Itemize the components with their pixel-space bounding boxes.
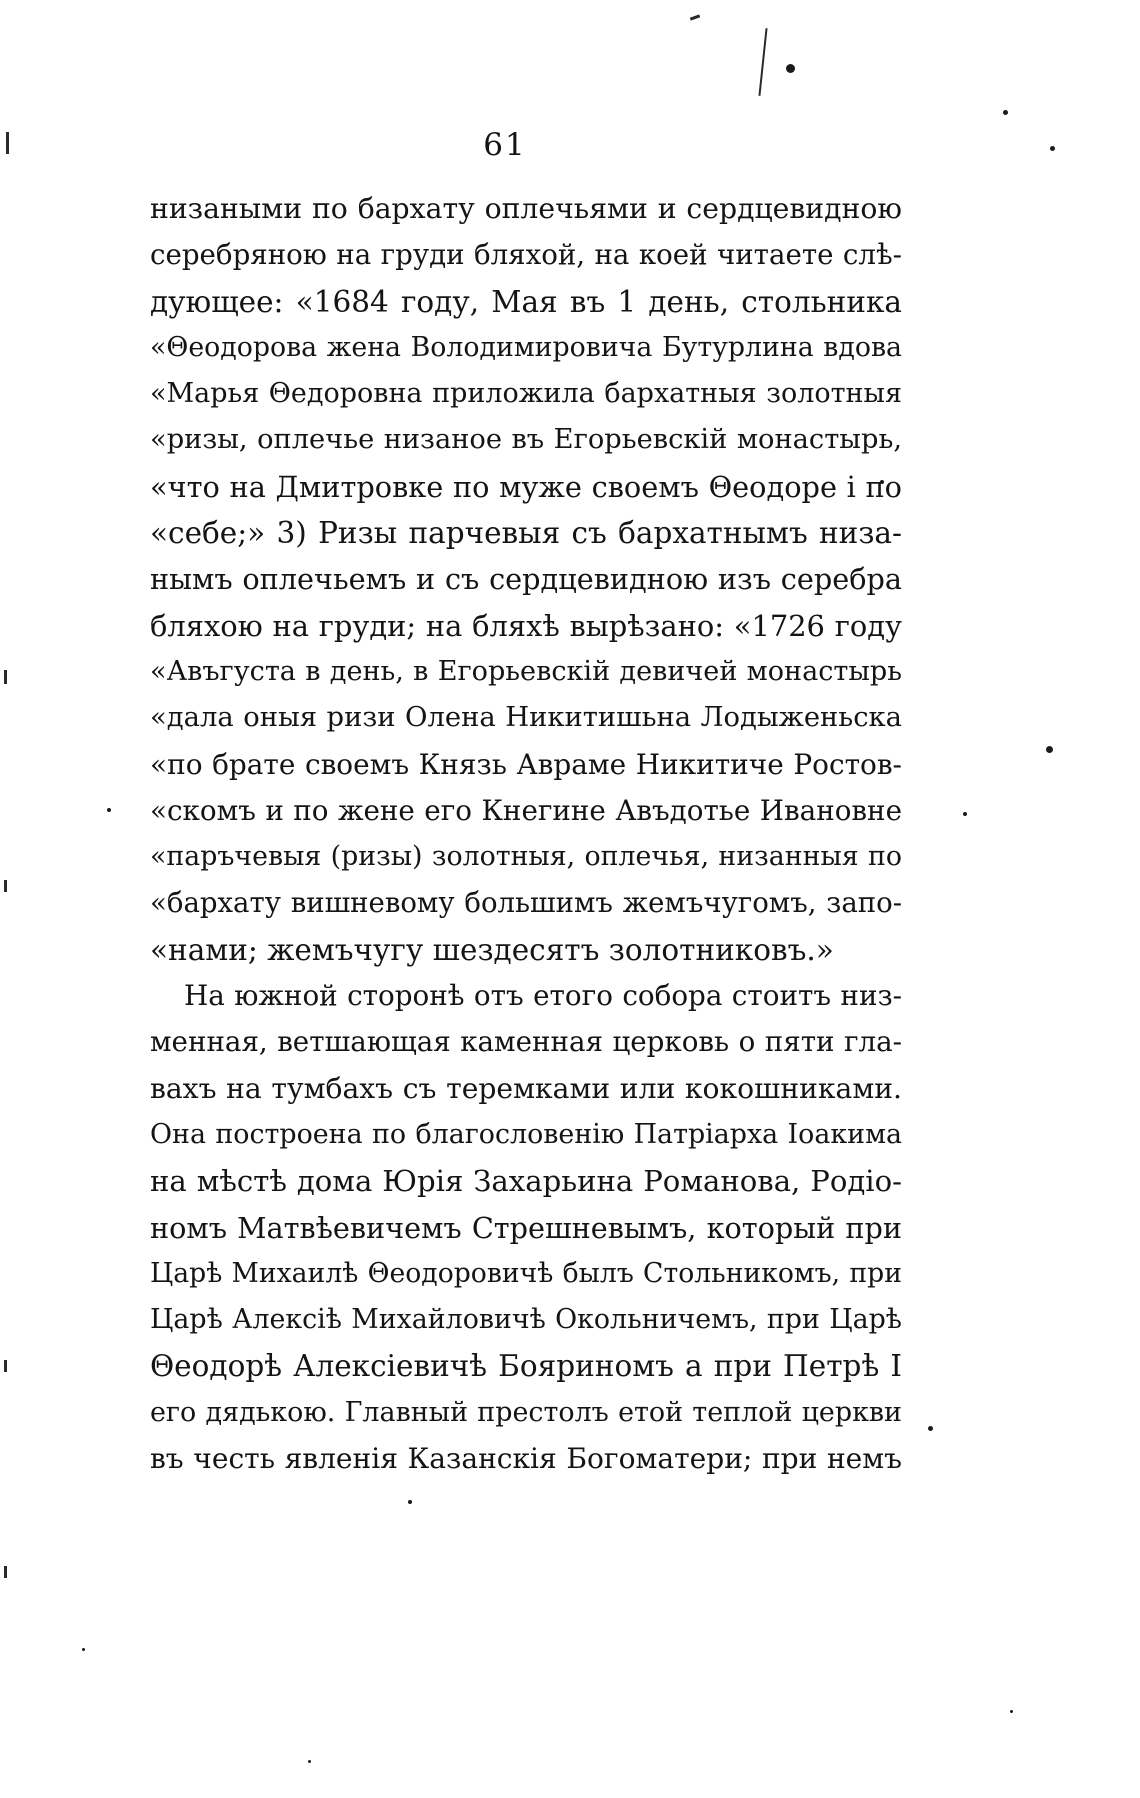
text-line: «паръчевыя (ризы) золотныя, оплечья, низанныя по	[150, 841, 902, 873]
body-text	[150, 186, 902, 1482]
text-line: «бархату вишневому большимъ жемъчугомъ, запо-	[150, 887, 902, 920]
text-line: бляхою на груди; на бляхѣ вырѣзано: «1726 году	[150, 608, 902, 643]
scan-mark-top	[690, 14, 700, 20]
text-line: менная, ветшающая каменная церковь о пяти гла-	[150, 1025, 902, 1059]
text-line: «Θеодорова жена Володимировича Бутурлина вдова	[150, 331, 902, 363]
text-line: серебряною на груди бляхой, на коей читаете слѣ-	[150, 238, 902, 272]
scan-mark-left-edge	[4, 1360, 7, 1372]
text-line: На южной сторонѣ отъ етого собора стоитъ низ-	[184, 979, 902, 1013]
scan-speck	[408, 1500, 412, 1504]
scan-speck	[928, 1426, 933, 1431]
page-number: 61	[483, 127, 527, 163]
scan-speck	[963, 812, 967, 816]
scan-speck	[82, 1648, 85, 1651]
scan-speck	[308, 1760, 311, 1763]
text-line: низаными по бархату оплечьями и сердцевидною	[150, 192, 902, 225]
scan-mark-left-edge	[4, 880, 7, 892]
scan-speck	[1046, 746, 1053, 753]
text-line: «скомъ и по жене его Кнегине Авъдотье Ивановне	[150, 793, 902, 827]
scan-mark-left-edge	[4, 1566, 7, 1578]
text-line: на мѣстѣ дома Юрія Захарьина Романова, Родіо-	[150, 1164, 902, 1199]
text-line: Царѣ Михаилѣ Θеодоровичѣ былъ Стольникомъ, при	[150, 1257, 902, 1289]
text-line: «Марья Θедоровна приложила бархатныя золотныя	[150, 378, 902, 410]
scan-speck	[1010, 1710, 1013, 1713]
text-line: «по брате своемъ Князь Авраме Никитиче Ростов-	[150, 747, 902, 781]
scan-speck	[1050, 146, 1055, 151]
text-line: дующее: «1684 году, Мая въ 1 день, стольника	[150, 284, 902, 319]
text-line: «себе;» 3) Ризы парчевыя съ бархатнымъ низа-	[150, 516, 902, 551]
text-line: нымъ оплечьемъ и съ сердцевидною изъ серебра	[150, 562, 902, 597]
text-line: вахъ на тумбахъ съ теремками или кокошниками.	[150, 1071, 902, 1105]
text-line: Θеодорѣ Алексіевичѣ Бояриномъ а при Петрѣ I	[150, 1349, 902, 1384]
text-line: «что на Дмитровке по муже своемъ Θеодоре і по	[150, 469, 902, 504]
text-line: «нами; жемъчугу шездесятъ золотниковъ.»	[150, 932, 834, 967]
text-line: «Авъгуста в день, в Егорьевскій девичей монастырь	[150, 655, 902, 687]
text-line: «дала оныя ризи Олена Никитишьна Лодыженьска	[150, 702, 902, 734]
scan-mark-top-curve	[758, 28, 767, 96]
paragraph-2	[150, 973, 902, 1482]
scan-speck	[107, 808, 111, 812]
paragraph-1	[150, 186, 902, 973]
text-line: Царѣ Алексіѣ Михайловичѣ Окольничемъ, при Царѣ	[150, 1304, 902, 1336]
text-line: номъ Матвѣевичемъ Стрешневымъ, который при	[150, 1210, 902, 1245]
text-line: въ честь явленія Казанскія Богоматери; при немъ	[150, 1442, 902, 1476]
scan-speck	[1003, 110, 1008, 115]
scan-speck	[786, 64, 795, 73]
text-line: Она построена по благословенію Патріарха Іоакима	[150, 1118, 902, 1150]
text-line: «ризы, оплечье низаное въ Егорьевскій монастырь,	[150, 424, 902, 456]
text-line: его дядькою. Главный престолъ етой теплой церкви	[150, 1396, 902, 1428]
scan-mark-left-edge	[4, 670, 7, 684]
